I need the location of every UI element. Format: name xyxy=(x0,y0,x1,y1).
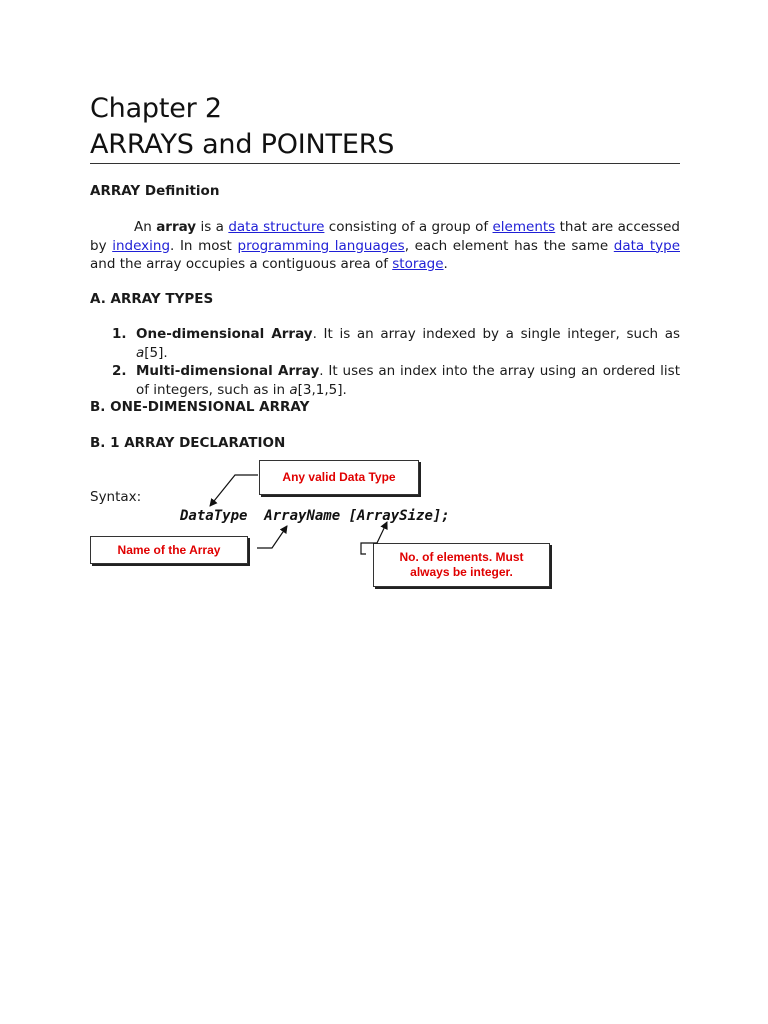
link-data-structure[interactable]: data structure xyxy=(228,219,325,235)
link-programming-languages[interactable]: programming languages xyxy=(237,237,405,254)
list-item-term: Multi-dimensional Array xyxy=(136,363,320,379)
link-indexing[interactable]: indexing xyxy=(112,237,171,254)
title-divider xyxy=(90,163,680,164)
arrow-to-datatype xyxy=(210,475,258,506)
syntax-arraysize: [ArraySize]; xyxy=(348,508,450,524)
link-storage[interactable]: storage xyxy=(392,256,444,272)
list-number: 1. xyxy=(112,326,127,342)
text-run: . It uses an index into the array using an ordered list of integers, such as in xyxy=(136,363,680,398)
chapter-number: Chapter 2 xyxy=(90,93,222,124)
syntax-code xyxy=(180,506,450,526)
declaration-heading: B. 1 ARRAY DECLARATION xyxy=(90,435,286,451)
italic-variable: a xyxy=(136,344,145,361)
definition-paragraph xyxy=(90,218,680,274)
text-run: and the array occupies a contiguous area of xyxy=(90,256,393,272)
list-number: 2. xyxy=(112,363,127,379)
list-item xyxy=(112,362,680,399)
text-run: [5]. xyxy=(144,344,168,361)
italic-variable: a xyxy=(289,381,298,398)
text-run: . It is an array indexed by a single integer, such as xyxy=(312,326,680,342)
list-item-term: One-dimensional Array xyxy=(136,326,313,342)
text-run: that are accessed by xyxy=(90,219,680,254)
list-item xyxy=(112,325,680,362)
callout-array-size: No. of elements. Must always be integer. xyxy=(373,543,550,587)
text-run: [3,1,5]. xyxy=(297,381,347,398)
callout-data-type: Any valid Data Type xyxy=(259,460,419,495)
array-types-heading: A. ARRAY TYPES xyxy=(90,291,214,307)
one-dimensional-heading: B. ONE-DIMENSIONAL ARRAY xyxy=(90,399,310,415)
text-run: . xyxy=(443,256,448,272)
term-array: array xyxy=(156,219,197,235)
chapter-title: ARRAYS and POINTERS xyxy=(90,129,395,160)
list-item-text xyxy=(136,362,680,399)
list-item-text xyxy=(136,325,680,362)
array-types-list xyxy=(112,325,680,399)
arrow-to-arrayname xyxy=(257,526,287,548)
link-data-type[interactable]: data type xyxy=(613,237,680,254)
syntax-datatype: DataType xyxy=(180,508,248,524)
syntax-label: Syntax: xyxy=(90,489,142,505)
definition-heading: ARRAY Definition xyxy=(90,183,220,199)
text-run: is a xyxy=(196,219,229,235)
text-run: consisting of a group of xyxy=(324,219,493,235)
text-run: An xyxy=(134,219,157,235)
callout-array-name: Name of the Array xyxy=(90,536,248,564)
link-elements[interactable]: elements xyxy=(492,219,556,235)
text-run: . In most xyxy=(170,237,238,254)
syntax-arrayname: ArrayName xyxy=(264,508,341,524)
text-run: , each element has the same xyxy=(404,237,614,254)
